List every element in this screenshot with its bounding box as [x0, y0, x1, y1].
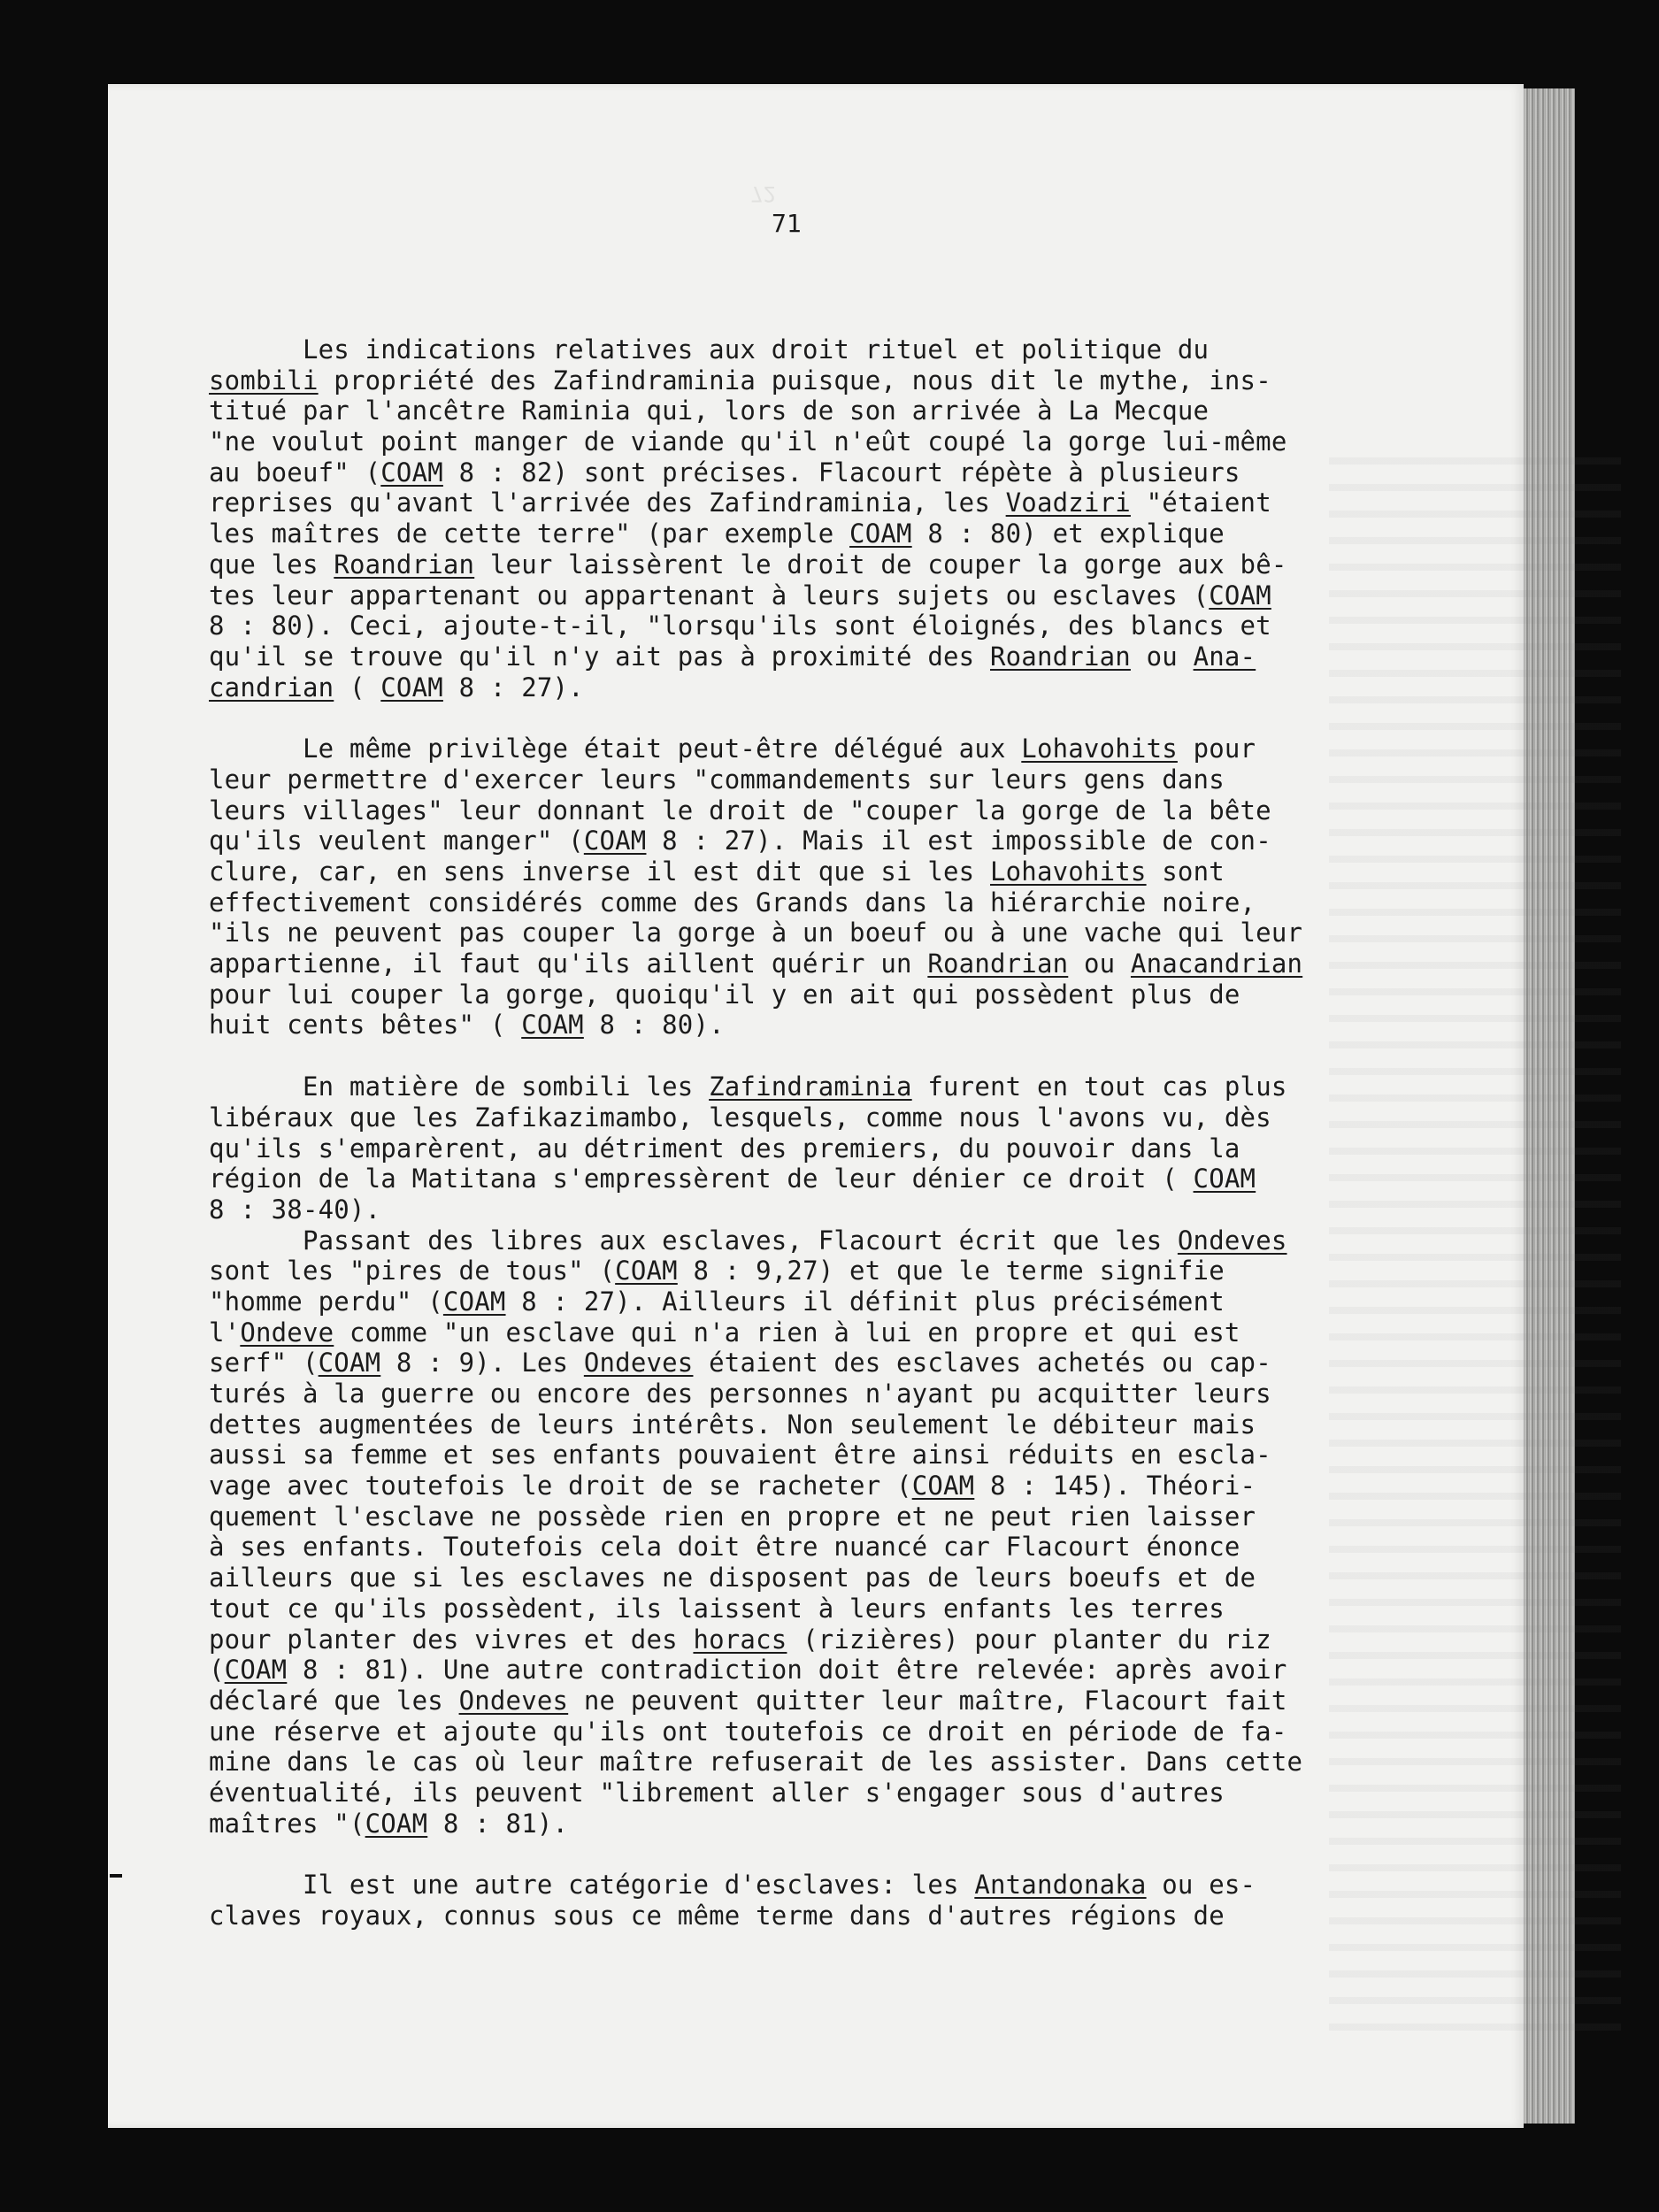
- text-segment: au boeuf" (: [209, 457, 381, 488]
- text-segment: sont les "pires de tous" (: [209, 1256, 616, 1286]
- text-line: [209, 1471, 1333, 1502]
- underlined-term: Anacandrian: [1130, 949, 1303, 979]
- text-line: [209, 1594, 1333, 1624]
- text-segment: qu'ils veulent manger" (: [209, 826, 584, 856]
- text-segment: ou: [1068, 949, 1131, 979]
- text-segment: propriété des Zafindraminia puisque, nous dit le mythe, ins-: [318, 365, 1271, 396]
- text-segment: ou es-: [1146, 1870, 1256, 1901]
- text-line: [209, 764, 1333, 795]
- text-line: [209, 1778, 1333, 1809]
- underlined-term: Lohavohits: [1021, 733, 1178, 764]
- text-segment: "homme perdu" (: [209, 1286, 443, 1317]
- text-segment: 8 : 27).: [442, 672, 584, 703]
- text-segment: déclaré que les: [209, 1685, 459, 1716]
- text-segment: 8 : 145). Théori-: [974, 1471, 1256, 1502]
- text-line: [209, 1901, 1333, 1932]
- underlined-term: COAM: [224, 1655, 288, 1686]
- text-segment: 8 : 80) et explique: [911, 518, 1225, 549]
- text-line: [209, 887, 1333, 918]
- text-segment: reprises qu'avant l'arrivée des Zafindraminia, les: [209, 488, 1006, 518]
- text-line: [209, 1563, 1333, 1594]
- underlined-term: COAM: [521, 1010, 584, 1041]
- text-segment: Passant des libres aux esclaves, Flacourt écrit que les: [209, 1225, 1178, 1256]
- underlined-term: COAM: [849, 518, 912, 549]
- text-segment: clure, car, en sens inverse il est dit que si les: [209, 856, 990, 887]
- text-segment: 8 : 27). Ailleurs il définit plus précisément: [505, 1286, 1225, 1317]
- text-line: [209, 1379, 1333, 1409]
- text-segment: qu'ils s'emparèrent, au détriment des premiers, du pouvoir dans la: [209, 1133, 1240, 1164]
- underlined-term: Antandonaka: [974, 1870, 1147, 1901]
- text-segment: ailleurs que si les esclaves ne disposent pas de leurs boeufs et de: [209, 1563, 1256, 1594]
- page-number: 71: [772, 209, 802, 238]
- text-line: [209, 1747, 1333, 1778]
- text-segment: huit cents bêtes" (: [209, 1010, 522, 1041]
- text-segment: titué par l'ancêtre Raminia qui, lors de son arrivée à La Mecque: [209, 396, 1210, 426]
- text-segment: libéraux que les Zafikazimambo, lesquels, comme nous l'avons vu, dès: [209, 1102, 1271, 1133]
- paragraph: [209, 1870, 1333, 1931]
- underlined-term: COAM: [318, 1348, 381, 1379]
- text-line: [209, 1686, 1333, 1717]
- underlined-term: Voadziri: [1005, 488, 1131, 518]
- text-segment: comme "un esclave qui n'a rien à lui en propre et qui est: [334, 1317, 1240, 1348]
- text-segment: 8 : 81).: [427, 1808, 569, 1839]
- underlined-term: Roandrian: [927, 949, 1069, 979]
- text-line: [209, 1502, 1333, 1532]
- text-line: [209, 1133, 1333, 1164]
- text-segment: leur permettre d'exercer leurs "commandements sur leurs gens dans: [209, 764, 1225, 795]
- underlined-term: Ondeves: [583, 1348, 694, 1379]
- text-line: [209, 795, 1333, 826]
- text-line: [209, 949, 1333, 979]
- paragraph-gap: [209, 1839, 1333, 1870]
- ghost-page-number: 72: [750, 181, 776, 206]
- text-line: [209, 1717, 1333, 1747]
- text-line: [209, 1010, 1333, 1041]
- underlined-term: Roandrian: [334, 549, 475, 580]
- underlined-term: COAM: [583, 826, 647, 856]
- text-line: [209, 365, 1333, 396]
- paragraph-gap: [209, 703, 1333, 733]
- text-segment: ne peuvent quitter leur maître, Flacourt fait: [568, 1685, 1287, 1716]
- text-line: [209, 641, 1333, 672]
- text-line: [209, 826, 1333, 856]
- text-line: [209, 1348, 1333, 1379]
- text-line: [209, 672, 1333, 703]
- underlined-term: COAM: [442, 1286, 506, 1317]
- text-line: [209, 1809, 1333, 1839]
- text-line: [209, 1102, 1333, 1133]
- text-segment: qu'il se trouve qu'il n'y ait pas à proximité des: [209, 641, 990, 672]
- text-line: [209, 1532, 1333, 1563]
- text-segment: appartienne, il faut qu'ils aillent quérir un: [209, 949, 928, 979]
- text-line: [209, 1624, 1333, 1655]
- text-segment: une réserve et ajoute qu'ils ont toutefois ce droit en période de fa-: [209, 1716, 1287, 1747]
- text-segment: l': [209, 1317, 241, 1348]
- text-segment: ou: [1130, 641, 1194, 672]
- underlined-term: candrian: [209, 672, 334, 703]
- text-segment: 8 : 27). Mais il est impossible de con-: [646, 826, 1271, 856]
- text-segment: quement l'esclave ne possède rien en propre et ne peut rien laisser: [209, 1501, 1256, 1532]
- text-line: [209, 334, 1333, 365]
- text-line: [209, 1317, 1333, 1348]
- underlined-term: COAM: [615, 1256, 678, 1286]
- text-line: [209, 856, 1333, 887]
- text-segment: dettes augmentées de leurs intérêts. Non seulement le débiteur mais: [209, 1409, 1256, 1440]
- underlined-term: COAM: [1209, 580, 1271, 611]
- text-line: [209, 580, 1333, 611]
- underlined-term: Ana-: [1193, 641, 1256, 672]
- text-segment: serf" (: [209, 1348, 319, 1379]
- text-line: [209, 1256, 1333, 1286]
- text-line: [209, 1409, 1333, 1440]
- text-line: [209, 918, 1333, 949]
- text-segment: aussi sa femme et ses enfants pouvaient être ainsi réduits en escla-: [209, 1440, 1271, 1471]
- text-line: [209, 1071, 1333, 1102]
- text-line: [209, 549, 1333, 580]
- text-segment: Les indications relatives aux droit rituel et politique du: [209, 334, 1210, 365]
- underlined-term: Roandrian: [989, 641, 1131, 672]
- underlined-term: COAM: [380, 457, 443, 488]
- text-line: [209, 1286, 1333, 1317]
- text-segment: furent en tout cas plus: [911, 1071, 1287, 1102]
- underlined-term: COAM: [380, 672, 443, 703]
- text-line: [209, 1225, 1333, 1256]
- text-segment: les maîtres de cette terre" (par exemple: [209, 518, 850, 549]
- text-segment: Le même privilège était peut-être délégué aux: [209, 733, 1022, 764]
- underlined-term: horacs: [693, 1624, 787, 1655]
- text-segment: mine dans le cas où leur maître refuserait de les assister. Dans cette: [209, 1747, 1303, 1778]
- underlined-term: Zafindraminia: [709, 1071, 912, 1102]
- text-line: [209, 396, 1333, 426]
- text-line: [209, 611, 1333, 641]
- text-segment: leurs villages" leur donnant le droit de "couper la gorge de la bête: [209, 795, 1271, 826]
- text-segment: claves royaux, connus sous ce même terme dans d'autres régions de: [209, 1901, 1225, 1931]
- text-segment: étaient des esclaves achetés ou cap-: [693, 1348, 1271, 1379]
- text-segment: 8 : 82) sont précises. Flacourt répète à plusieurs: [442, 457, 1240, 488]
- underlined-term: sombili: [209, 365, 319, 396]
- text-segment: vage avec toutefois le droit de se racheter (: [209, 1471, 912, 1502]
- paragraph: [209, 1071, 1333, 1839]
- text-segment: (: [209, 1655, 225, 1686]
- text-line: [209, 1194, 1333, 1225]
- underlined-term: Ondeves: [1177, 1225, 1287, 1256]
- text-segment: pour lui couper la gorge, quoiqu'il y en ait qui possèdent plus de: [209, 979, 1240, 1010]
- paragraph-gap: [209, 1041, 1333, 1071]
- underlined-term: Lohavohits: [989, 856, 1147, 887]
- text-segment: "ne voulut point manger de viande qu'il n'eût coupé la gorge lui-même: [209, 426, 1287, 457]
- text-segment: leur laissèrent le droit de couper la gorge aux bê-: [474, 549, 1287, 580]
- text-segment: effectivement considérés comme des Grands dans la hiérarchie noire,: [209, 887, 1256, 918]
- text-segment: éventualité, ils peuvent "librement aller s'engager sous d'autres: [209, 1777, 1225, 1808]
- text-line: [209, 518, 1333, 549]
- text-segment: Il est une autre catégorie d'esclaves: les: [209, 1870, 975, 1901]
- text-line: [209, 1440, 1333, 1471]
- text-segment: 8 : 9,27) et que le terme signifie: [677, 1256, 1225, 1286]
- margin-mark: [110, 1874, 122, 1878]
- text-line: [209, 733, 1333, 764]
- text-segment: (rizières) pour planter du riz: [787, 1624, 1271, 1655]
- text-line: [209, 1655, 1333, 1686]
- text-segment: 8 : 81). Une autre contradiction doit être relevée: après avoir: [287, 1655, 1287, 1686]
- text-segment: région de la Matitana s'empressèrent de leur dénier ce droit (: [209, 1164, 1194, 1194]
- text-segment: tout ce qu'ils possèdent, ils laissent à leurs enfants les terres: [209, 1593, 1225, 1624]
- text-line: [209, 457, 1333, 488]
- text-segment: En matière de sombili les: [209, 1071, 710, 1102]
- text-segment: 8 : 80).: [583, 1010, 725, 1041]
- text-segment: pour planter des vivres et des: [209, 1624, 694, 1655]
- body-text: [209, 334, 1333, 1932]
- text-segment: que les: [209, 549, 334, 580]
- text-segment: pour: [1177, 733, 1256, 764]
- paragraph: [209, 334, 1333, 703]
- text-line: [209, 488, 1333, 518]
- text-segment: à ses enfants. Toutefois cela doit être nuancé car Flacourt énonce: [209, 1532, 1240, 1563]
- text-line: [209, 426, 1333, 457]
- text-segment: 8 : 80). Ceci, ajoute-t-il, "lorsqu'ils sont éloignés, des blancs et: [209, 611, 1271, 641]
- text-line: [209, 1870, 1333, 1901]
- text-segment: "étaient: [1130, 488, 1271, 518]
- text-segment: maîtres "(: [209, 1808, 365, 1839]
- text-segment: 8 : 38-40).: [209, 1194, 381, 1225]
- underlined-term: Ondeve: [240, 1317, 334, 1348]
- underlined-term: Ondeves: [458, 1685, 569, 1716]
- text-segment: tes leur appartenant ou appartenant à leurs sujets ou esclaves (: [209, 580, 1210, 611]
- underlined-term: COAM: [911, 1471, 975, 1502]
- underlined-term: COAM: [1193, 1164, 1256, 1194]
- text-segment: "ils ne peuvent pas couper la gorge à un boeuf ou à une vache qui leur: [209, 918, 1303, 949]
- paragraph: [209, 733, 1333, 1041]
- text-segment: turés à la guerre ou encore des personnes n'ayant pu acquitter leurs: [209, 1379, 1271, 1409]
- text-segment: (: [334, 672, 381, 703]
- text-line: [209, 979, 1333, 1010]
- text-segment: sont: [1146, 856, 1225, 887]
- underlined-term: COAM: [365, 1808, 428, 1839]
- show-through-text: [1329, 438, 1621, 2031]
- text-segment: 8 : 9). Les: [380, 1348, 584, 1379]
- text-line: [209, 1164, 1333, 1194]
